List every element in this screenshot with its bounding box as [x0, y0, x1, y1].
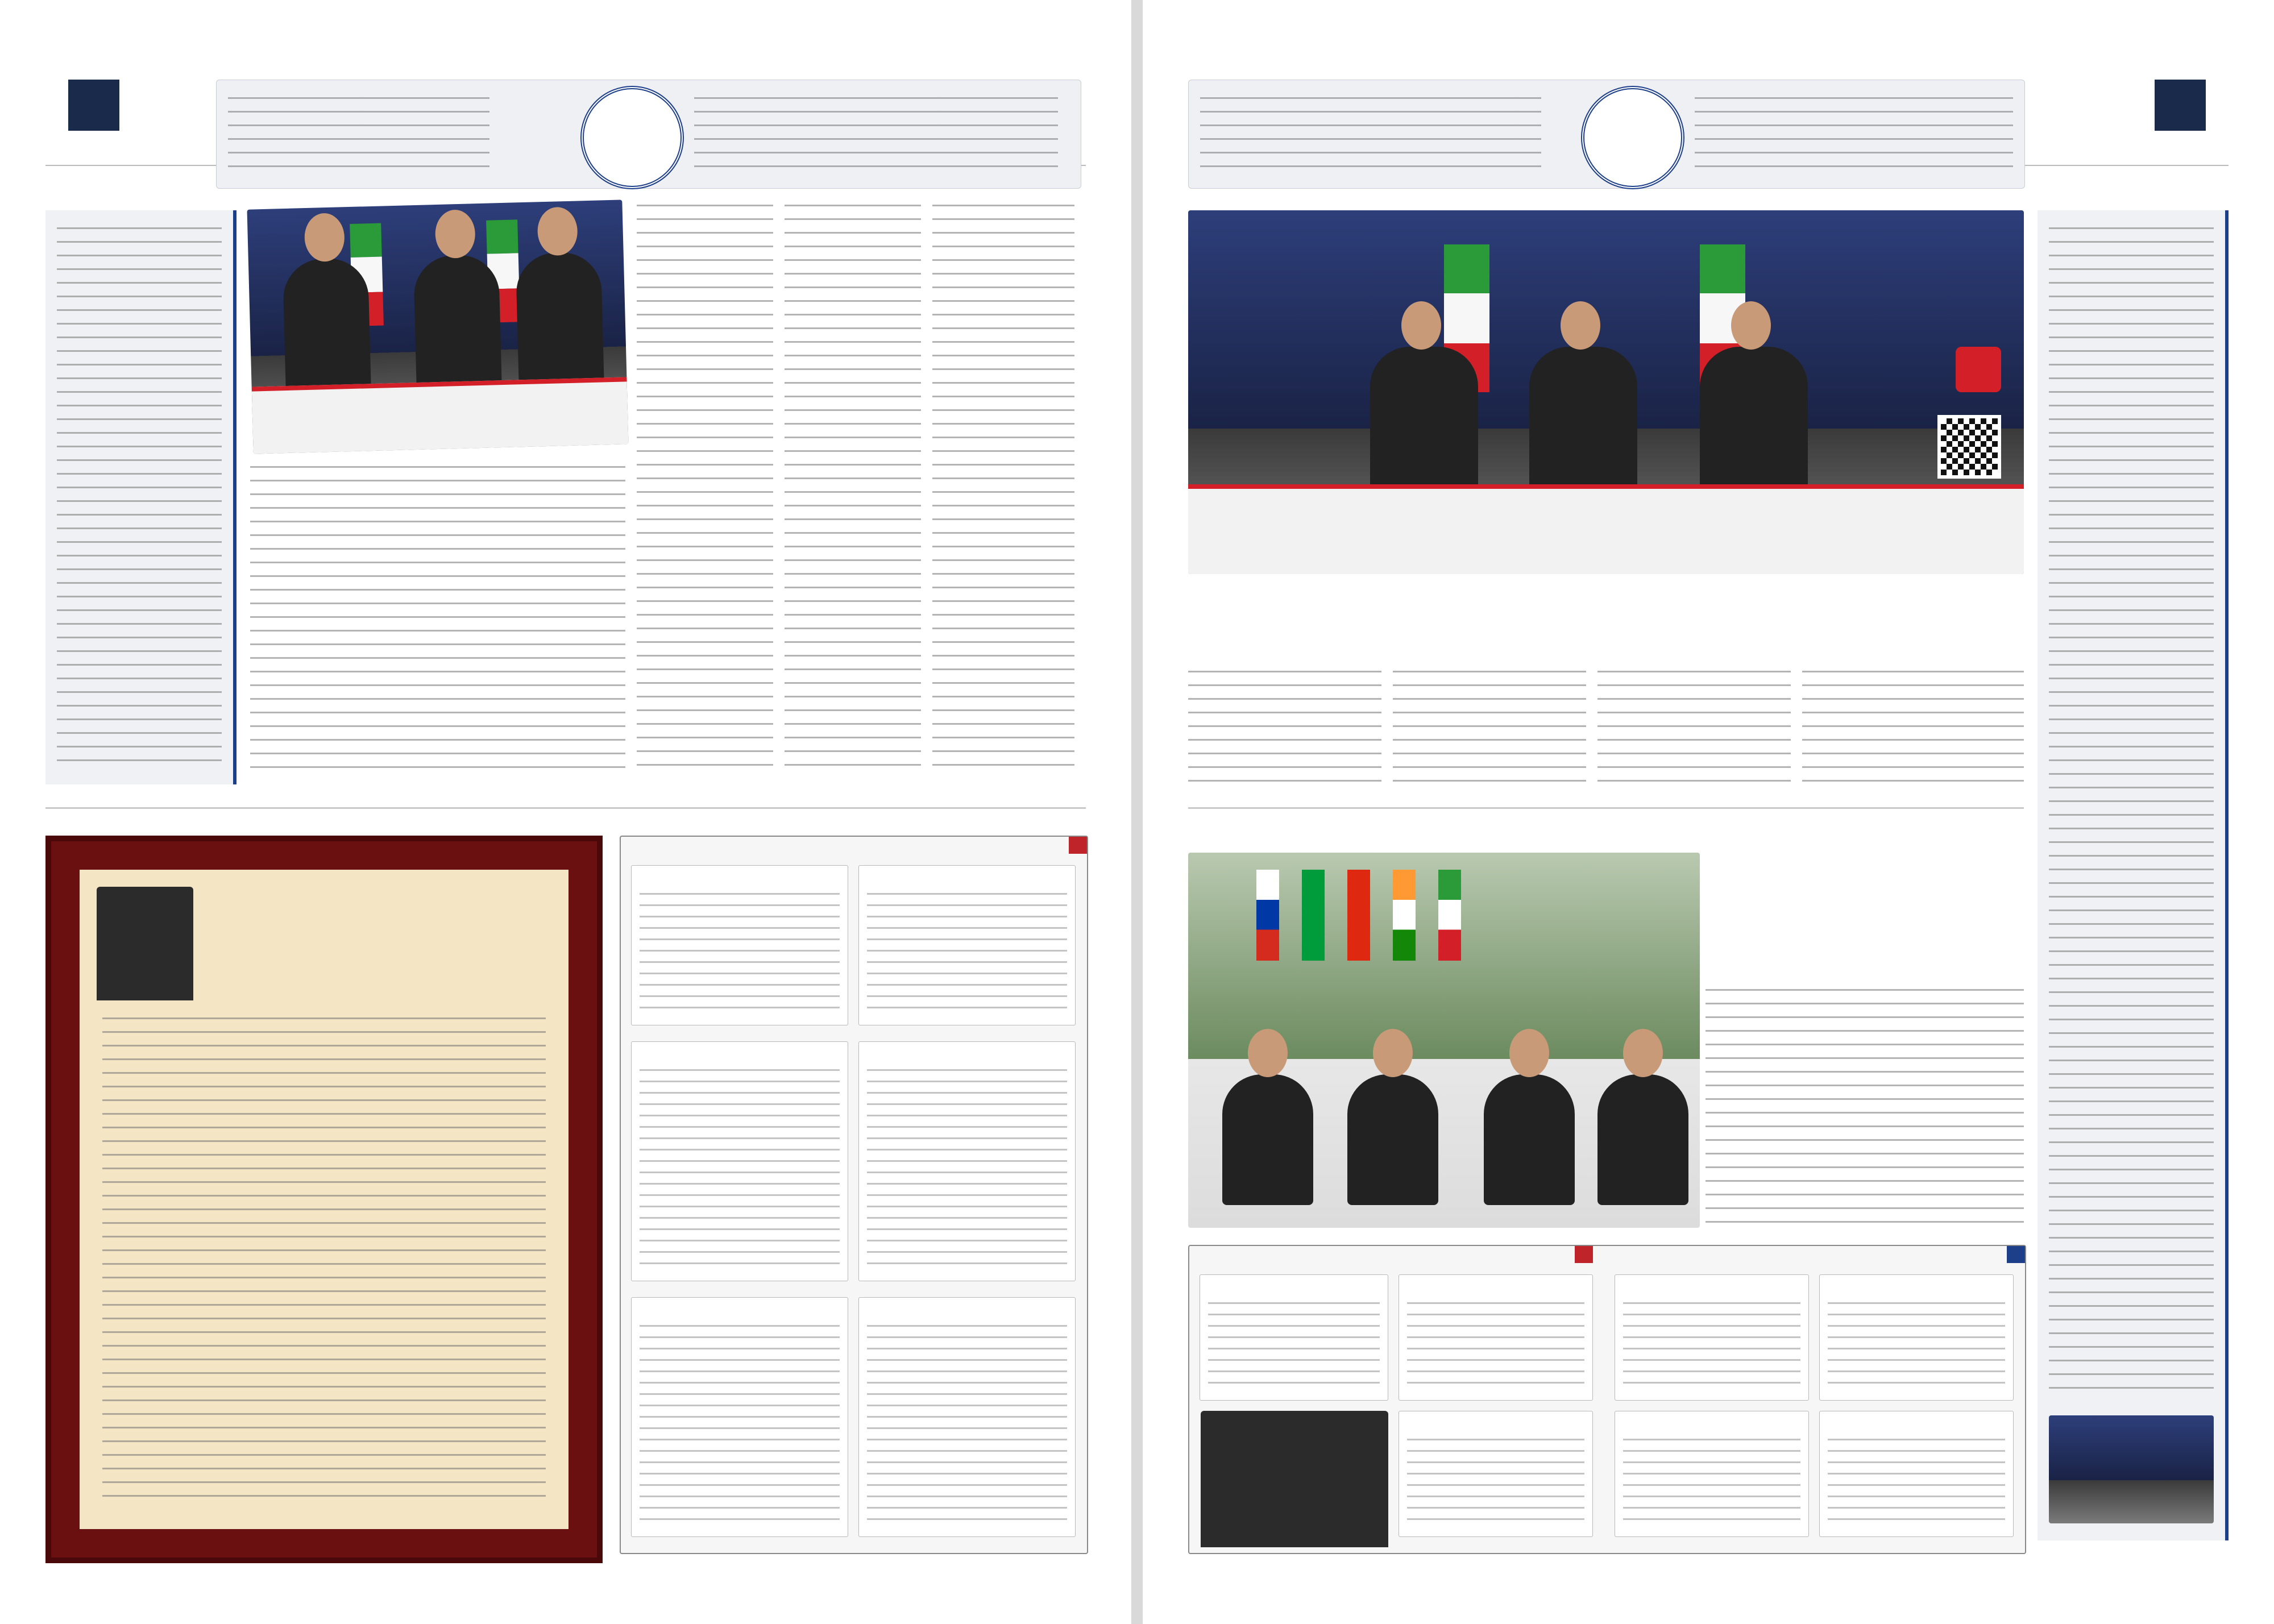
right-page-divider [1188, 807, 2024, 809]
right-sidebar-text [2049, 227, 2214, 1393]
timeline-card [1819, 1274, 2014, 1401]
commemoration-ad [45, 836, 603, 1563]
iran-flag-icon [1438, 870, 1461, 961]
portrait-image [1201, 1411, 1388, 1547]
right-timeline-panel [1188, 1245, 2026, 1554]
portrait-image [97, 887, 193, 1000]
ad-inner-panel [80, 870, 568, 1529]
person-figure [1597, 1074, 1688, 1205]
left-timeline-panel [620, 836, 1088, 1554]
left-page-number [68, 80, 119, 131]
timeline-card [631, 1297, 848, 1537]
timeline-card [631, 1041, 848, 1281]
left-page-divider [45, 807, 1086, 809]
timeline-card [858, 1041, 1076, 1281]
timeline-card [1615, 1411, 1809, 1537]
left-timeline-header [1069, 837, 1087, 854]
timeline-card [1819, 1411, 2014, 1537]
russia-flag-icon [1256, 870, 1279, 961]
india-flag-icon [1393, 870, 1416, 961]
timeline-header-b [1575, 1246, 1593, 1263]
left-article-col-3 [932, 205, 1074, 773]
left-feature-photo [247, 200, 628, 454]
left-sidebar-news [45, 210, 236, 784]
sidebar-photo [2049, 1415, 2214, 1523]
right-article-col-3 [1597, 671, 1791, 784]
brazil-flag-icon [1302, 870, 1325, 961]
right-teaser-text-2 [1695, 97, 2013, 171]
right-feature-text [1706, 989, 2024, 1228]
ad-body-text [102, 1017, 546, 1506]
china-flag-icon [1347, 870, 1370, 961]
broadcast-logo-icon [1956, 347, 2001, 392]
person-figure [1222, 1074, 1313, 1205]
timeline-header-a [2007, 1246, 2025, 1263]
timeline-card [1200, 1274, 1388, 1401]
qr-code-icon [1937, 415, 2001, 479]
timeline-card [1399, 1274, 1593, 1401]
right-teaser-stamp [1581, 86, 1684, 189]
right-article-col-4 [1802, 671, 2024, 784]
right-feature-photo [1188, 853, 1700, 1228]
left-sidebar-text [57, 227, 222, 762]
right-main-photo [1188, 210, 2024, 574]
left-top-teaser-band [216, 80, 1081, 189]
left-article-col-1 [637, 205, 773, 773]
right-page [1143, 0, 2274, 1624]
right-page-number [2155, 80, 2206, 131]
right-top-teaser-band [1188, 80, 2025, 189]
studio-desk [1188, 484, 2024, 574]
left-teaser-stamp [580, 86, 684, 189]
timeline-card [858, 1297, 1076, 1537]
person-figure [1347, 1074, 1438, 1205]
right-teaser-text-1 [1200, 97, 1541, 171]
timeline-card [631, 865, 848, 1025]
left-teaser-text-1 [228, 97, 489, 171]
timeline-card [1615, 1274, 1809, 1401]
studio-desk [252, 377, 629, 454]
right-sidebar-news [2038, 210, 2229, 1540]
left-page [0, 0, 1131, 1624]
left-teaser-text-2 [694, 97, 1058, 171]
timeline-card [1399, 1411, 1593, 1537]
right-article-col-2 [1393, 671, 1586, 784]
left-article-col-2 [785, 205, 921, 773]
person-figure [1484, 1074, 1575, 1205]
right-article-col-1 [1188, 671, 1381, 784]
left-article-col-4 [250, 466, 625, 773]
timeline-card [858, 865, 1076, 1025]
